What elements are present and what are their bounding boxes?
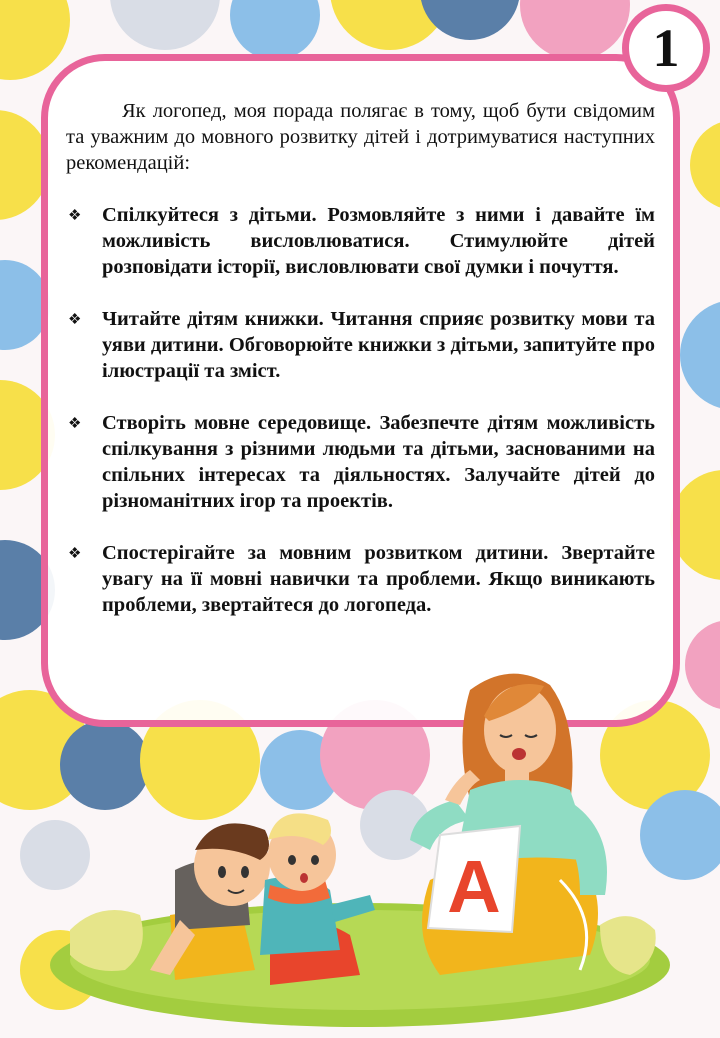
tips-list bbox=[66, 202, 655, 618]
tip-lead: Спостерігайте за мовним розвитком дитини. bbox=[102, 542, 549, 564]
tip-text: Читання сприяє розвитку мови та уяви дитини. Обговорюйте книжки з дітьми, запитуйте про ілюстрації та зміст. bbox=[102, 308, 655, 382]
bullet-icon: ❖ bbox=[68, 546, 82, 562]
tip-lead: Створіть мовне середовище. bbox=[102, 412, 372, 434]
tip-text: Забезпечте дітям можливість спілкування з різними людьми та дітьми, заснованими на спільних інтересах та діяльностях. Залучайте дітей до різноманітних ігор та проектів. bbox=[102, 412, 656, 512]
intro-paragraph: Як логопед, моя порада полягає в тому, щоб бути свідомим та уважним до мовного розвитку дітей і дотримуватися наступних рекомендацій: bbox=[66, 100, 655, 174]
page-number-badge: 1 bbox=[622, 4, 710, 92]
card-content bbox=[66, 98, 655, 618]
list-item bbox=[66, 306, 655, 384]
letter-card bbox=[428, 826, 520, 932]
bullet-icon: ❖ bbox=[68, 208, 82, 224]
list-item bbox=[66, 202, 655, 280]
tip-lead: Спілкуйтеся з дітьми. bbox=[102, 204, 317, 226]
tip-lead: Читайте дітям книжки. bbox=[102, 308, 324, 330]
list-item bbox=[66, 410, 655, 514]
teacher-and-kids-illustration bbox=[0, 660, 720, 1038]
bullet-icon: ❖ bbox=[68, 416, 82, 432]
letter-card-text: A bbox=[447, 845, 501, 928]
tip-text: Розмовляйте з ними і давайте їм можливість висловлюватися. Стимулюйте дітей розповідати історії, висловлювати свої думки і почуття. bbox=[102, 204, 655, 278]
list-item bbox=[66, 540, 655, 618]
tip-text: Звертайте увагу на її мовні навички та проблеми. Якщо виникають проблеми, звертайтеся до логопеда. bbox=[102, 542, 655, 616]
bullet-icon: ❖ bbox=[68, 312, 82, 328]
